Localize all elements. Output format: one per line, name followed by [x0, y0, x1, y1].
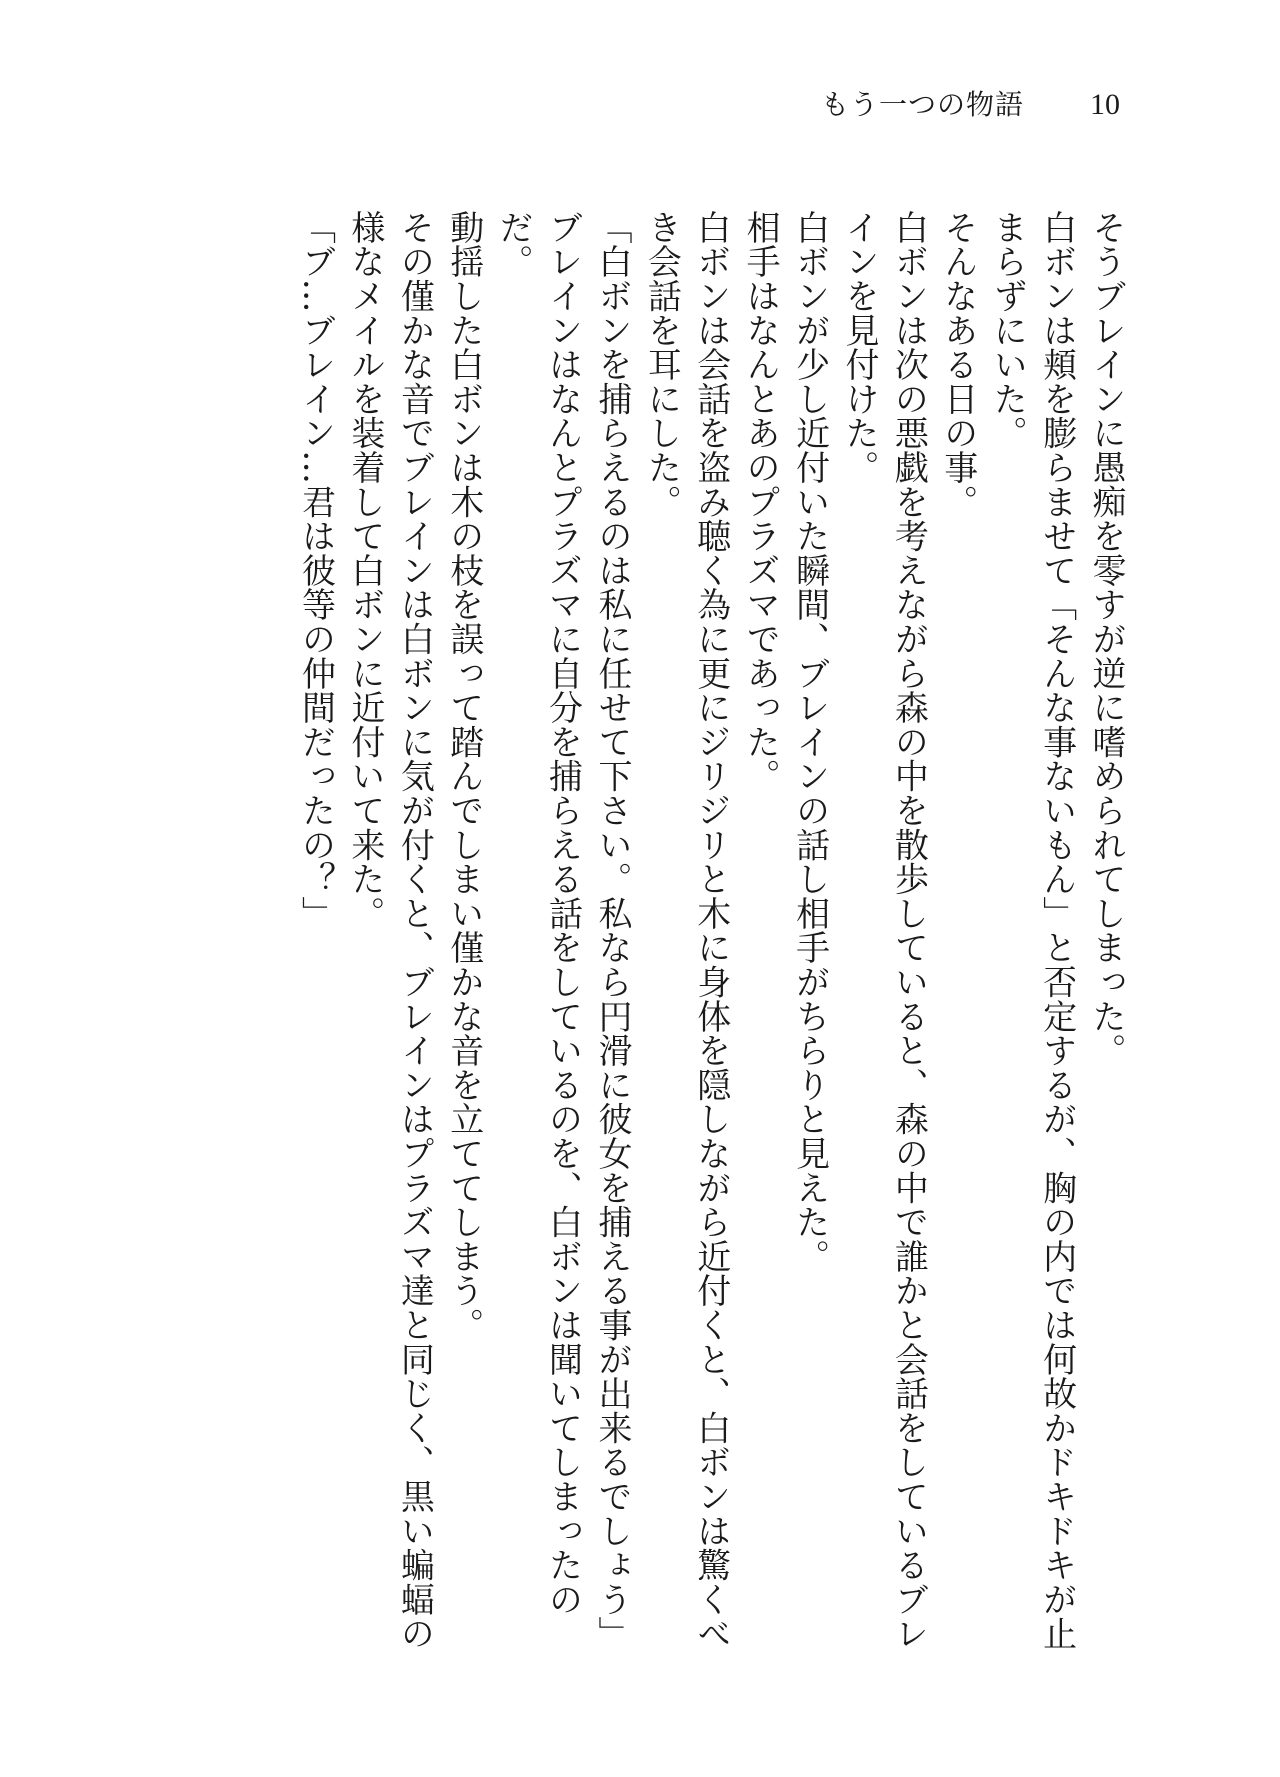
paragraph: ブレインはなんとプラズマに自分を捕らえる話をしているのを、白ボンは聞いてしまったのだ。 [493, 210, 583, 1617]
paragraph: そんなある日の事。 [937, 210, 978, 519]
vertical-body-text [120, 210, 1130, 1660]
paragraph: 動揺した白ボンは木の枝を誤って踏んでしまい僅かな音を立ててしまう。 [443, 210, 484, 1342]
paragraph: そうブレインに愚痴を零すが逆に嗜められてしまった。 [1086, 210, 1126, 1068]
paragraph: その僅かな音でブレインは白ボンに気が付くと、ブレインはプラズマ達と同じく、黒い蝙蝠の様なメイルを装着して白ボンに近付いて来た。 [344, 210, 435, 1651]
chapter-title: もう一つの物語 [820, 88, 1024, 121]
paragraph: 「ブ…ブレイン…君は彼等の仲間だったの？」 [295, 210, 336, 931]
paragraph: 「白ボンを捕らえるのは私に任せて下さい。私なら円滑に彼女を捕える事が出来るでしょう」 [591, 210, 632, 1651]
paragraph: 白ボンは次の悪戯を考えながら森の中を散歩していると、森の中で誰かと会話をしているブレインを見付けた。 [838, 210, 929, 1651]
page-number: 10 [1090, 88, 1120, 121]
paragraph: 白ボンが少し近付いた瞬間、ブレインの話し相手がちらりと見えた。 [789, 210, 830, 1274]
paragraph: 白ボンは会話を盗み聴く為に更にジリジリと木に身体を隠しながら近付くと、白ボンは驚くべき会話を耳にした。 [641, 210, 731, 1651]
paragraph: 白ボンは頬を膨らませて「そんな事ないもん」と否定するが、胸の内では何故かドキドキが止まらずにいた。 [987, 210, 1077, 1651]
paragraph: 相手はなんとあのプラズマであった。 [740, 210, 781, 794]
page-header [821, 80, 1120, 130]
